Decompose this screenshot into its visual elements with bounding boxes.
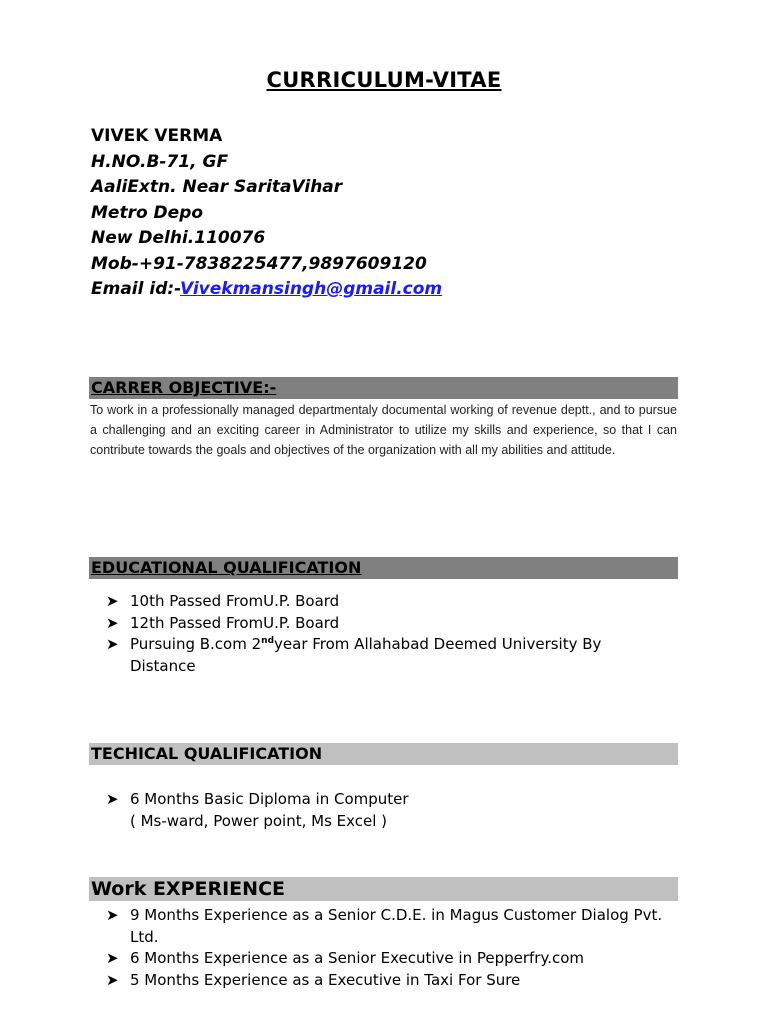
experience-heading: Work EXPERIENCE: [89, 877, 678, 901]
arrow-bullet-icon: ➤: [106, 592, 119, 610]
list-item: ➤ 10th Passed FromU.P. Board: [106, 591, 670, 613]
arrow-bullet-icon: ➤: [106, 970, 119, 989]
address-line: Metro Depo: [91, 202, 204, 223]
arrow-bullet-icon: ➤: [106, 790, 119, 808]
technical-heading: TECHICAL QUALIFICATION: [89, 743, 678, 765]
arrow-bullet-icon: ➤: [106, 906, 119, 924]
address-line: AaliExtn. Near SaritaVihar: [91, 177, 343, 197]
list-item: ➤ 5 Months Experience as a Executive in Taxi For Sure: [106, 970, 670, 992]
objective-text: To work in a professionally managed departmentaly documental working of revenue deptt., and to pursue a challenging and an exciting career in Administrator to utilize my skills and experience, so that I can contribute towards the goals and objectives of the organization with all my abilities and attitude.: [90, 403, 677, 457]
mobile-number: Mob-+91-7838225477,9897609120: [91, 253, 427, 274]
email-label: Email id:-: [91, 279, 180, 299]
list-item: ➤ 6 Months Basic Diploma in Computer ( Ms-ward, Power point, Ms Excel ): [106, 789, 670, 832]
experience-list: [106, 905, 670, 991]
contact-block: [91, 124, 442, 303]
list-item: ➤ 6 Months Experience as a Senior Executive in Pepperfry.com: [106, 948, 670, 970]
technical-list: [106, 789, 670, 832]
list-item: ➤ 12th Passed FromU.P. Board: [106, 613, 670, 635]
list-item: ➤ Pursuing B.com 2ndyear From Allahabad Deemed University By Distance: [106, 635, 602, 675]
education-heading: EDUCATIONAL QUALIFICATION: [89, 557, 678, 579]
email-line: [91, 277, 442, 303]
address-line: New Delhi.110076: [91, 228, 266, 248]
education-list: [106, 591, 670, 677]
list-item-detail: ( Ms-ward, Power point, Ms Excel ): [130, 811, 387, 830]
address-line: H.NO.B-71, GF: [91, 151, 229, 172]
arrow-bullet-icon: ➤: [106, 613, 119, 632]
arrow-bullet-icon: ➤: [106, 949, 119, 967]
email-link[interactable]: Vivekmansingh@gmail.com: [179, 279, 443, 299]
list-item: ➤ 9 Months Experience as a Senior C.D.E. in Magus Customer Dialog Pvt. Ltd.: [106, 906, 663, 946]
arrow-bullet-icon: ➤: [106, 635, 119, 653]
objective-heading: CARRER OBJECTIVE:-: [89, 377, 678, 399]
candidate-name: VIVEK VERMA: [91, 126, 223, 146]
document-title: CURRICULUM-VITAE: [266, 68, 502, 92]
